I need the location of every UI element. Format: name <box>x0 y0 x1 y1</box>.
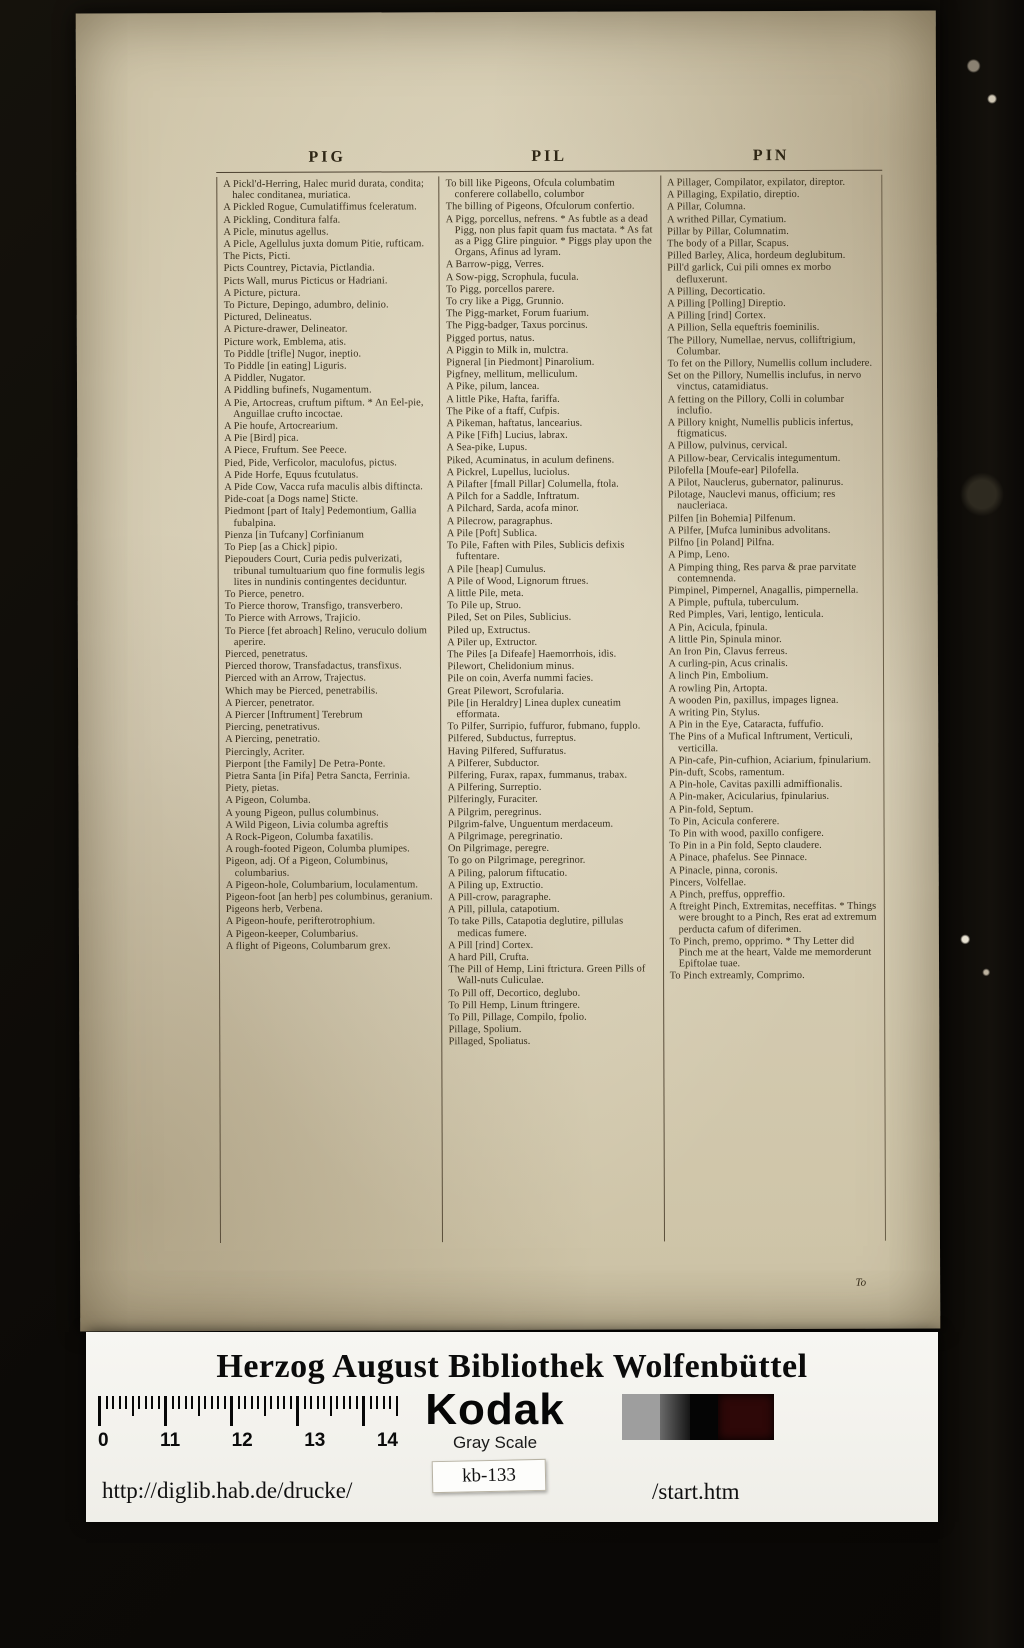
ruler-tick <box>119 1396 121 1409</box>
dictionary-entry: Pillar by Pillar, Columnatim. <box>667 225 789 238</box>
dictionary-entry: A Pie houfe, Artocrearium. <box>224 420 339 433</box>
dictionary-entry: Pillage, Spolium. <box>448 1024 522 1036</box>
ruler-tick <box>112 1396 114 1409</box>
ruler-tick <box>138 1396 140 1409</box>
dictionary-entry: A Pilch for a Saddle, Inftratum. <box>446 491 580 503</box>
dictionary-entry: Which may be Pierced, penetrabilis. <box>225 684 378 697</box>
dictionary-entry: Pilotage, Nauclevi manus, officium; res naucleriaca. <box>668 489 836 512</box>
dictionary-entry: The body of a Pillar, Scapus. <box>667 238 789 250</box>
dictionary-entry: A Pinch, preffus, oppreffio. <box>669 889 786 901</box>
ruler-number: 12 <box>231 1430 253 1451</box>
dictionary-entry: A Piler up, Extructor. <box>447 636 538 648</box>
dictionary-entry: A Pimp, Leno. <box>668 549 730 561</box>
dictionary-entry: To Piddle [trifle] Nugor, ineptio. <box>223 348 362 360</box>
dictionary-entry: A Rock-Pigeon, Columba faxatilis. <box>225 831 374 843</box>
dictionary-entry: Piepouders Court, Curia pedis pulverizati, tribunal tumultuarium quo fine formulis legis lites in nundinis contingentes deciduntur. <box>224 553 425 588</box>
dictionary-entry: A writhed Pillar, Cymatium. <box>667 213 787 226</box>
ruler-tick <box>290 1396 292 1409</box>
calibration-patch <box>622 1394 660 1440</box>
dictionary-entry: To Pinch, premo, opprimo. * Thy Letter did Pinch me at the heart, Valde me memorderunt Epiftolae tuae. <box>669 935 872 970</box>
dictionary-entry: Pigfney, mellitum, melliculum. <box>446 369 578 381</box>
dictionary-entry: Pigeon, adj. Of a Pigeon, Columbinus, columbarius. <box>225 855 389 879</box>
dictionary-entry: Pillaged, Spoliatus. <box>448 1036 531 1048</box>
dictionary-entry: A Pide Horfe, Equus fcutulatus. <box>224 469 359 481</box>
dictionary-entry: To cry like a Pigg, Grunnio. <box>446 295 564 308</box>
dictionary-entry: A Pigeon, Columba. <box>225 795 311 807</box>
dictionary-entry: A Piercing, penetratio. <box>225 733 321 746</box>
dictionary-entry: A Picture, pictura. <box>223 287 301 299</box>
header-rule <box>216 170 882 173</box>
dictionary-entry: A flight of Pigeons, Columbarum grex. <box>225 940 391 952</box>
dictionary-entry: To Pill Hemp, Linum ftringere. <box>448 999 581 1012</box>
dictionary-entry: To Pin in a Pin fold, Septo claudere. <box>669 840 822 852</box>
dictionary-entry: A Piercer [Inftrument] Terebrum <box>225 709 363 721</box>
running-header-pin: PIN <box>752 147 790 165</box>
dictionary-entry: A Pilot, Nauclerus, gubernator, palinurus. <box>667 476 844 489</box>
ruler-tick <box>277 1396 279 1409</box>
dictionary-entry: Pincers, Volfellae. <box>669 876 747 889</box>
calibration-patch <box>718 1394 774 1440</box>
dictionary-entry: A wooden Pin, paxillus, impages lignea. <box>668 694 839 707</box>
dictionary-entry: Picts Countrey, Pictavia, Pictlandia. <box>223 262 375 275</box>
dictionary-entry: The Piles [a Difeafe] Haemorrhois, idis. <box>447 648 617 661</box>
ruler-tick <box>376 1396 378 1409</box>
dictionary-entry: A Pigg, porcellus, nefrens. * As fubtle as a dead Pigg, non plus fapit quam fus mactata. * As fat as a Pigg Glire pinguior. * Piggs play upon the Organs, Afinus ad lyram. <box>445 213 653 259</box>
dictionary-entry: A Pilling [Polling] Direptio. <box>667 298 786 310</box>
library-banner <box>86 1332 938 1522</box>
column-pig <box>217 176 442 1243</box>
dictionary-entry: A Wild Pigeon, Livia columba agreftis <box>225 819 389 831</box>
dictionary-entry: A Pile [Poft] Sublica. <box>446 527 538 540</box>
ruler-tick <box>389 1396 391 1409</box>
dictionary-entry: A Pillion, Sella equeftris foeminilis. <box>667 322 820 334</box>
dictionary-entry: To fet on the Pillory, Numellis collum includere. <box>667 357 873 370</box>
kodak-gray-scale-card <box>404 1385 586 1453</box>
ruler-tick <box>283 1396 285 1409</box>
dictionary-entry: Pigeons herb, Verbena. <box>225 903 323 916</box>
dictionary-entry: To Pierce thorow, Transfigo, transverbero. <box>224 600 403 613</box>
ruler-tick <box>172 1396 174 1409</box>
dictionary-entry: A Pickling, Conditura falfa. <box>223 214 341 226</box>
dictionary-columns <box>216 175 886 1243</box>
dictionary-entry: Pierced with an Arrow, Trajectus. <box>225 672 367 685</box>
dictionary-entry: A Pilecrow, paragraphus. <box>446 515 553 527</box>
dictionary-entry: Pin-duft, Scobs, ramentum. <box>668 766 785 779</box>
dictionary-entry: The Pill of Hemp, Lini ftrictura. Green Pills of Wall-nuts Culiculae. <box>448 963 646 987</box>
dictionary-entry: A Piercer, penetrator. <box>225 697 315 709</box>
dictionary-entry: A Pilgrimage, peregrinatio. <box>447 830 563 843</box>
dictionary-entry: To Piddle [in eating] Liguris. <box>223 360 347 373</box>
dictionary-entry: Pierpont [the Family] De Petra-Ponte. <box>225 758 386 770</box>
dictionary-entry: To go on Pilgrimage, peregrinor. <box>447 855 586 867</box>
dictionary-entry: A Pin-maker, Acicularius, fpinularius. <box>669 791 830 803</box>
dictionary-entry: A Pigeon-hole, Columbarium, loculamentum. <box>225 879 419 891</box>
dictionary-entry: A Pile of Wood, Lignorum ftrues. <box>446 575 589 587</box>
dictionary-entry: A Pilferer, Subductor. <box>447 757 540 769</box>
dictionary-entry: A Pillar, Columna. <box>667 201 746 213</box>
dictionary-entry: A Pie [Bird] pica. <box>224 432 299 445</box>
dictionary-entry: A Pide Cow, Vacca rufa maculis albis diftincta. <box>224 481 423 494</box>
dictionary-entry: Pilfered, Subductus, furreptus. <box>447 733 577 745</box>
dictionary-entry: Great Pilewort, Scrofularia. <box>447 685 565 697</box>
dictionary-entry: Piedmont [part of Italy] Pedemontium, Gallia fubalpina. <box>224 505 417 529</box>
dictionary-entry: On Pilgrimage, peregre. <box>447 843 550 855</box>
ruler-tick <box>106 1396 108 1409</box>
dictionary-entry: A fetting on the Pillory, Colli in columbar inclufio. <box>667 393 845 417</box>
ruler-tick <box>164 1396 167 1426</box>
dictionary-entry: A Pin, Acicula, fpinula. <box>668 621 768 633</box>
dictionary-entry: A little Pile, meta. <box>447 587 524 600</box>
dictionary-entry: Red Pimples, Vari, lentigo, lenticula. <box>668 609 824 621</box>
dictionary-entry: To Pinch extreamly, Comprimo. <box>669 970 805 982</box>
running-header-pig: PIG <box>308 148 346 166</box>
dictionary-entry: The Pillory, Numellae, nervus, colliftrigium, Columbar. <box>667 334 856 358</box>
shelfmark-label: kb-133 <box>432 1459 547 1493</box>
dictionary-entry: A Pill, pillula, catapotium. <box>448 904 560 916</box>
dictionary-entry: Piercingly, Acriter. <box>225 746 305 758</box>
dictionary-entry: To Pile, Faften with Piles, Sublicis defixis fuftentare. <box>446 539 625 563</box>
dictionary-entry: A Pilafter [fmall Pillar] Columella, ftola. <box>446 478 619 491</box>
ruler-tick <box>217 1396 219 1409</box>
dictionary-entry: A Piece, Fruftum. See Peece. <box>224 445 347 457</box>
dictionary-entry: A Pill-crow, paragraphe. <box>448 891 552 904</box>
dictionary-entry: A Pikeman, haftatus, lancearius. <box>446 417 583 430</box>
ruler-tick <box>304 1396 306 1409</box>
ruler-numbers <box>98 1430 398 1452</box>
library-title: Herzog August Bibliothek Wolfenbüttel <box>216 1348 808 1385</box>
dictionary-entry: A linch Pin, Embolium. <box>668 670 769 682</box>
dictionary-entry: A Pilling, Decorticatio. <box>667 285 766 298</box>
dictionary-entry: Piety, pietas. <box>225 782 280 795</box>
dictionary-entry: Pigneral [in Piedmont] Pinarolium. <box>446 356 595 369</box>
ruler-tick <box>336 1396 338 1409</box>
book-edge-strip <box>940 0 1024 1648</box>
ruler-tick <box>211 1396 213 1409</box>
ruler-number: 0 <box>98 1430 109 1451</box>
dictionary-entry: Pierced, penetratus. <box>224 648 308 660</box>
ruler-tick <box>383 1396 385 1409</box>
dictionary-entry: Piled up, Extructus. <box>447 624 531 636</box>
dictionary-entry: To Picture, Depingo, adumbro, delinio. <box>223 299 389 312</box>
dictionary-entry: A Pinacle, pinna, coronis. <box>669 864 778 877</box>
dictionary-entry: To Pill, Pillage, Compilo, fpolio. <box>448 1011 587 1024</box>
dictionary-entry: Piked, Acuminatus, in aculum definens. <box>446 454 615 466</box>
dictionary-entry: Pilled Barley, Alica, hordeum deglubitum. <box>667 250 846 262</box>
ruler-tick <box>370 1396 372 1409</box>
ruler-tick <box>349 1396 351 1409</box>
dictionary-entry: A Sow-pigg, Scrophula, fucula. <box>445 271 579 283</box>
running-headers <box>216 147 882 167</box>
dictionary-entry: A Pie, Artocreas, cruftum piftum. * An Eel-pie, Anguillae crufto incoctae. <box>224 396 424 420</box>
dictionary-entry: A Pimple, puftula, tuberculum. <box>668 597 800 609</box>
calibration-patch <box>660 1394 690 1440</box>
dictionary-entry: A rough-footed Pigeon, Columba plumipes. <box>225 843 410 856</box>
gray-scale-label: Gray Scale <box>452 1433 538 1452</box>
dictionary-entry: To Pierce [fet abroach] Relino, veruculo dolium aperire. <box>224 624 428 648</box>
dictionary-entry: The billing of Pigeons, Ofculorum confertio. <box>445 200 635 213</box>
ruler-tick <box>238 1396 240 1409</box>
dictionary-entry: A Piddling bufinefs, Nugamentum. <box>224 384 372 397</box>
dictionary-entry: Pienza [in Tufcany] Corfinianum <box>224 529 365 541</box>
dictionary-entry: To Pilfer, Surripio, fuffuror, fubmano, fupplo. <box>447 720 641 733</box>
ruler-tick <box>204 1396 206 1409</box>
dictionary-entry: A Pilgrim, peregrinus. <box>447 806 542 818</box>
ruler-tick <box>230 1396 233 1426</box>
dictionary-entry: Set on the Pillory, Numellis inclufus, in nervo vinctus, catamidiatus. <box>667 370 862 393</box>
dictionary-entry: A Piling up, Extructio. <box>448 879 544 891</box>
dictionary-entry: Pide-coat [a Dogs name] Sticte. <box>224 493 359 506</box>
dictionary-entry: A Barrow-pigg, Verres. <box>445 259 545 271</box>
dictionary-entry: A little Pin, Spinula minor. <box>668 633 782 646</box>
dictionary-entry: The Pigg-market, Forum fuarium. <box>446 307 590 320</box>
dictionary-entry: Pigged portus, natus. <box>446 332 535 344</box>
dictionary-entry: A Pickled Rogue, Cumulatiffimus fceleratum. <box>223 201 417 214</box>
dictionary-entry: Pilfering, Furax, rapax, fummanus, trabax. <box>447 769 628 782</box>
dictionary-entry: A Pin in the Eye, Cataracta, fuffufio. <box>668 719 824 731</box>
dictionary-entry: Pill'd garlick, Cui pili omnes ex morbo defluxerunt. <box>667 262 832 286</box>
dictionary-entry: A ftreight Pinch, Extremitas, neceffitas. * Things were brought to a Pinch, Res erat ad extremum perducta cafum of diferimen. <box>669 900 877 935</box>
dictionary-entry: A Pilling [rind] Cortex. <box>667 310 766 322</box>
gray-scale-patches <box>622 1394 774 1440</box>
dictionary-entry: Pilfno [in Poland] Pilfna. <box>668 537 775 549</box>
ruler-tick <box>198 1396 200 1416</box>
dictionary-entry: Pile on coin, Averfa nummi facies. <box>447 673 594 685</box>
dictionary-entry: To Pigg, porcellos parere. <box>445 283 555 296</box>
dictionary-entry: To Piep [as a Chick] pipio. <box>224 541 338 554</box>
ruler-number: 11 <box>160 1430 181 1451</box>
dictionary-entry: A Picle, Agellulus juxta domum Pitie, rufticam. <box>223 238 425 251</box>
dictionary-entry: A Pill [rind] Cortex. <box>448 939 534 952</box>
dictionary-entry: A Pillow-bear, Cervicalis integumentum. <box>667 452 841 465</box>
ruler-tick <box>158 1396 160 1409</box>
dictionary-entry: Pile [in Heraldry] Linea duplex cuneatim efformata. <box>447 697 622 721</box>
dictionary-entry: A Pickrel, Lupellus, luciolus. <box>446 466 570 479</box>
start-page-link-text: /start.htm <box>652 1479 740 1504</box>
dictionary-entry: A Sea-pike, Lupus. <box>446 442 528 454</box>
running-header-pil: PIL <box>531 147 568 165</box>
page-text-area <box>216 147 886 1289</box>
dictionary-entry: A Pimping thing, Res parva & prae parvitate contemnenda. <box>668 561 857 585</box>
dictionary-entry: Having Pilfered, Suffuratus. <box>447 745 567 757</box>
ruler-tick <box>191 1396 193 1409</box>
dictionary-entry: To Pin with wood, paxillo configere. <box>669 827 824 840</box>
dictionary-entry: Pilferingly, Furaciter. <box>447 794 538 806</box>
ruler-tick <box>98 1396 101 1426</box>
dictionary-entry: Pierced thorow, Transfadactus, transfixus. <box>224 660 402 673</box>
ruler-tick <box>264 1396 266 1416</box>
ruler-number: 14 <box>376 1430 398 1451</box>
library-url: http://diglib.hab.de/drucke/ <box>102 1478 353 1503</box>
dictionary-entry: A Pin-hole, Cavitas paxilli admiffionalis. <box>669 778 843 791</box>
dictionary-entry: Picture work, Emblema, atis. <box>223 336 347 348</box>
dictionary-entry: Pictured, Delineatus. <box>223 311 312 324</box>
dictionary-entry: The Picts, Picti. <box>223 250 291 263</box>
ruler-tick <box>396 1396 398 1416</box>
ruler-tick <box>343 1396 345 1409</box>
dictionary-entry: To Pile up, Struo. <box>447 600 522 612</box>
calibration-patch <box>690 1394 718 1440</box>
scanned-dictionary-page <box>76 11 941 1332</box>
dictionary-entry: A Pilfer, [Mufca luminibus advolitans. <box>668 524 831 537</box>
dictionary-entry: A Picture-drawer, Delineator. <box>223 323 348 336</box>
dictionary-entry: To Pin, Acicula conferere. <box>669 815 780 828</box>
dictionary-entry: A Picle, minutus agellus. <box>223 226 329 238</box>
dictionary-entry: Pietra Santa [in Pifa] Petra Sancta, Ferrinia. <box>225 770 411 782</box>
dictionary-entry: A Pillaging, Expilatio, direptio. <box>666 189 800 201</box>
dictionary-entry: A Pin-fold, Septum. <box>669 803 754 816</box>
kodak-logo: Kodak <box>425 1385 565 1434</box>
dictionary-entry: Pimpinel, Pimpernel, Anagallis, pimpernella. <box>668 584 859 597</box>
ruler-tick <box>257 1396 259 1409</box>
dictionary-entry: To Pierce, penetro. <box>224 588 305 600</box>
dictionary-entry: A writing Pin, Stylus. <box>668 707 760 719</box>
ruler-tick <box>356 1396 358 1409</box>
dictionary-entry: To Pierce with Arrows, Trajicio. <box>224 612 361 625</box>
dictionary-entry: A Pickl'd-Herring, Halec murid durata, condita; halec conditanea, muriatica. <box>223 178 425 202</box>
ruler-tick <box>296 1396 299 1426</box>
dictionary-entry: To Pill off, Decortico, deglubo. <box>448 987 581 999</box>
column-pin <box>660 175 885 1242</box>
ruler-number: 13 <box>304 1430 326 1451</box>
dictionary-entry: A Pinace, phafelus. See Pinnace. <box>669 852 808 864</box>
ruler-tick <box>224 1396 226 1409</box>
dictionary-entry: A Piddler, Nugator. <box>223 372 306 385</box>
ruler-tick <box>310 1396 312 1409</box>
dictionary-entry: Piercing, penetrativus. <box>225 721 320 734</box>
ruler-tick <box>178 1396 180 1409</box>
dictionary-entry: A hard Pill, Crufta. <box>448 951 530 964</box>
ruler-tick <box>185 1396 187 1409</box>
dictionary-entry: A Piggin to Milk in, mulctra. <box>446 344 569 357</box>
dictionary-entry: An Iron Pin, Clavus ferreus. <box>668 645 788 658</box>
dictionary-entry: Pilgrim-falve, Unguentum merdaceum. <box>447 818 614 830</box>
dictionary-entry: A Pigeon-houfe, perifterotrophium. <box>225 915 376 928</box>
dictionary-entry: A rowling Pin, Artopta. <box>668 682 768 694</box>
dictionary-entry: A Pigeon-keeper, Columbarius. <box>225 928 359 940</box>
column-pil <box>439 175 664 1242</box>
ruler-tick <box>251 1396 253 1409</box>
catchword: To <box>855 1276 867 1289</box>
dictionary-entry: A Pilchard, Sarda, acofa minor. <box>446 503 579 515</box>
dictionary-entry: A Pillow, pulvinus, cervical. <box>667 440 788 452</box>
ruler-tick <box>125 1396 127 1409</box>
dictionary-entry: To bill like Pigeons, Ofcula columbatim conferere collabello, columbor <box>445 177 615 201</box>
dictionary-entry: A young Pigeon, pullus columbinus. <box>225 807 379 819</box>
ruler-tick <box>151 1396 153 1409</box>
dictionary-entry: Pilewort, Chelidonium minus. <box>447 660 575 673</box>
dictionary-entry: A Pillager, Compilator, expilator, direptor. <box>666 176 846 189</box>
ruler-tick <box>317 1396 319 1409</box>
dictionary-entry: Pied, Pide, Verficolor, maculofus, pictus. <box>224 457 397 469</box>
ruler-tick <box>330 1396 332 1416</box>
ruler-tick <box>244 1396 246 1409</box>
dictionary-entry: A Pike, pilum, lancea. <box>446 381 540 393</box>
dictionary-entry: A Pin-cafe, Pin-cufhion, Aciarium, fpinularium. <box>668 754 872 767</box>
dictionary-entry: Pilfen [in Bohemia] Pilfenum. <box>668 512 796 525</box>
ruler-tick <box>145 1396 147 1409</box>
dictionary-entry: A Pile [heap] Cumulus. <box>446 563 546 575</box>
dictionary-entry: A curling-pin, Acus crinalis. <box>668 658 788 670</box>
dictionary-entry: The Pins of a Mufical Inftrument, Verticuli, verticilla. <box>668 731 853 754</box>
dictionary-entry: A Pillory knight, Numellis publicis infertus, ftigmaticus. <box>667 416 854 440</box>
ruler-tick <box>323 1396 325 1409</box>
dictionary-entry: A Pilfering, Surreptio. <box>447 782 542 794</box>
dictionary-entry: Picts Wall, murus Picticus or Hadriani. <box>223 275 388 287</box>
dictionary-entry: Pigeon-foot [an herb] pes columbinus, geranium. <box>225 891 433 903</box>
ruler-tick <box>362 1396 365 1426</box>
ruler-tick <box>132 1396 134 1416</box>
dictionary-entry: Piled, Set on Piles, Sublicius. <box>447 612 572 624</box>
dictionary-entry: A Pike [Fifh] Lucius, labrax. <box>446 430 568 442</box>
dictionary-entry: The Pike of a ftaff, Cufpis. <box>446 405 560 418</box>
measurement-ruler <box>98 1396 398 1454</box>
ruler-tick <box>270 1396 272 1409</box>
dictionary-entry: A little Pike, Hafta, fariffa. <box>446 393 560 405</box>
dictionary-entry: To take Pills, Catapotia deglutire, pillulas medicas fumere. <box>448 915 624 939</box>
dictionary-entry: A Piling, palorum fiftucatio. <box>448 867 568 879</box>
ruler-ticks <box>98 1396 398 1428</box>
dictionary-entry: Pilofella [Moufe-ear] Pilofella. <box>667 464 799 477</box>
dictionary-entry: The Pigg-badger, Taxus porcinus. <box>446 320 588 332</box>
